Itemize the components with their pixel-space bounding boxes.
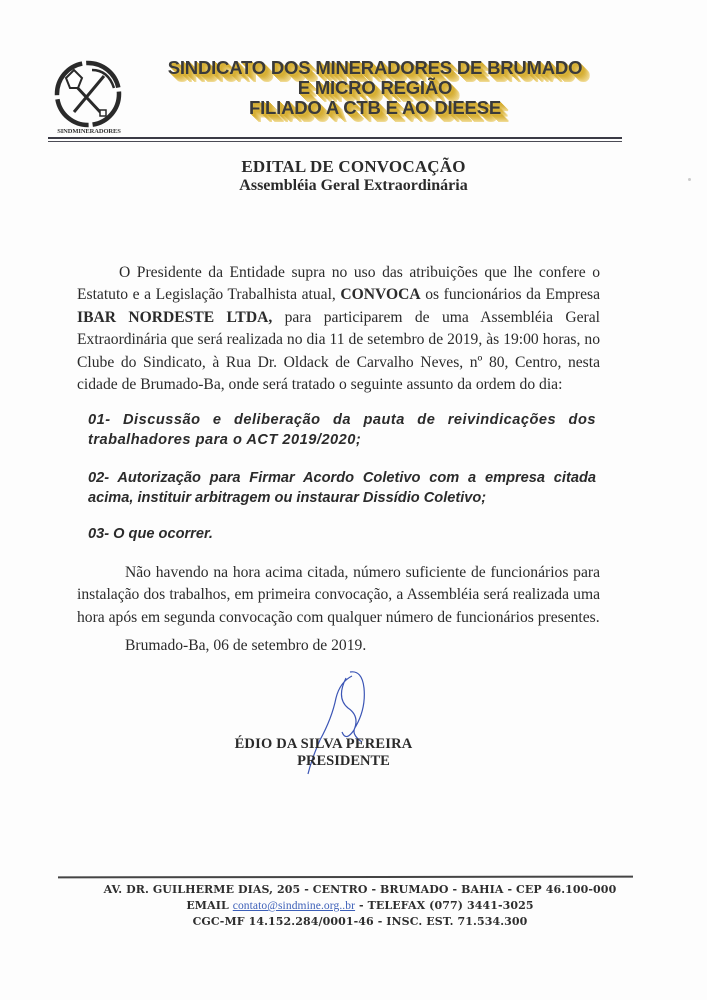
header-rule-bottom	[48, 141, 622, 142]
footer-rule	[58, 876, 633, 879]
date-line: Brumado-Ba, 06 de setembro de 2019.	[125, 637, 367, 654]
shovel-pickaxe-icon	[52, 58, 124, 130]
company-name: IBAR NORDESTE LTDA,	[77, 308, 273, 326]
logo-caption: SINDMINERADORES	[57, 128, 121, 135]
signatory-name: ÉDIO DA SILVA PEREIRA	[234, 736, 413, 752]
email-link[interactable]: contato@sindmine.org..br	[232, 900, 356, 912]
agenda-item-3: 03- O que ocorrer.	[88, 526, 213, 542]
convocation-paragraph: O Presidente da Entidade supra no uso das atribuições que lhe confere o Estatuto e a Legislação Trabalhista atual, CONVOCA os funcionários da Empresa IBAR NORDESTE LTDA, para participarem de uma Assembléia Geral Extraordinária que será realizada no dia 11 de setembro de 2019, às 19:00 horas, no Clube do Sindicato, à Rua Dr. Oldack de Carvalho Neves, nº 80, Centro, nesta cidade de Brumado-Ba, onde será tratado o seguinte assunto da ordem do dia:	[77, 264, 600, 394]
signatory-role: PRESIDENTE	[297, 753, 390, 769]
header-rule-top	[48, 137, 622, 139]
union-logo	[52, 58, 124, 130]
banner-line-1: SINDICATO DOS MINERADORES DE BRUMADO	[167, 57, 583, 78]
quorum-paragraph: Não havendo na hora acima citada, número suficiente de funcionários para instalação dos trabalhos, em primeira convocação, a Assembléia será realizada uma hora após em segunda convocação com qualquer número de funcionários presentes.	[77, 564, 600, 626]
agenda-item-1: 01- Discussão e deliberação da pauta de reivindicações dos trabalhadores para o ACT 2019/2020;	[88, 412, 596, 448]
agenda-item-2: 02- Autorização para Firmar Acordo Coletivo com a empresa citada acima, instituir arbitragem ou instaurar Dissídio Coletivo;	[88, 470, 596, 506]
document-subtitle: Assembléia Geral Extraordinária	[239, 177, 468, 194]
banner-line-2: E MICRO REGIÃO	[297, 77, 453, 98]
convoca-keyword: CONVOCA	[340, 286, 421, 304]
footer-contact: EMAIL contato@sindmine.org..br - TELEFAX (077) 3441-3025	[186, 899, 534, 912]
document-title: EDITAL DE CONVOCAÇÃO	[241, 157, 466, 176]
banner-line-3: FILIADO A CTB E AO DIEESE	[249, 97, 501, 118]
union-banner	[140, 58, 610, 118]
footer-address: AV. DR. GUILHERME DIAS, 205 - CENTRO - BRUMADO - BAHIA - CEP 46.100-000	[103, 883, 617, 896]
footer-registry: CGC-MF 14.152.284/0001-46 - INSC. EST. 71.534.300	[192, 915, 528, 928]
